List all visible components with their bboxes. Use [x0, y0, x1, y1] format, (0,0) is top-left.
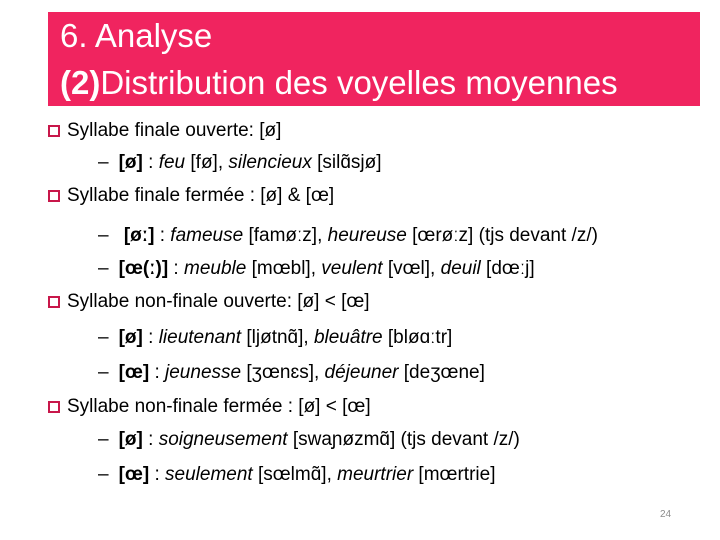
separator: :	[168, 258, 184, 279]
dash: –	[98, 152, 109, 173]
bullet-label: Syllabe finale fermée : [ø] & [œ]	[67, 185, 335, 206]
example-word: déjeuner	[324, 362, 399, 383]
square-bullet-icon	[48, 125, 60, 137]
bullet-label: Syllabe finale ouverte: [ø]	[67, 120, 282, 141]
separator: :	[142, 327, 159, 348]
dash: –	[98, 327, 109, 348]
sound: [ø]	[118, 152, 143, 173]
sound: [ø]	[118, 429, 143, 450]
transcription: [œrøːz] (tjs devant /z/)	[406, 225, 598, 246]
sound: [øː]	[118, 225, 155, 246]
dash: –	[98, 429, 109, 450]
transcription: [vœl],	[382, 258, 441, 279]
transcription: [bløɑːtr]	[382, 327, 453, 348]
separator: :	[149, 464, 166, 485]
example-word: seulement	[165, 464, 253, 485]
item-nonfinal-open-oe	[98, 361, 485, 385]
dash: –	[98, 258, 109, 279]
item-nonfinal-open-eu	[98, 326, 452, 350]
transcription: [fø],	[185, 152, 229, 173]
dash: –	[98, 464, 109, 485]
item-nonfinal-closed-oe	[98, 463, 495, 487]
separator: :	[154, 225, 171, 246]
item-final-open-eu	[98, 151, 382, 175]
transcription: [swaɲøzmɑ̃] (tjs devant /z/)	[287, 429, 520, 450]
example-word: jeunesse	[165, 362, 242, 383]
slide-title-line-1: 6. Analyse	[60, 17, 213, 54]
item-final-closed-long-eu	[98, 224, 598, 248]
item-final-closed-oe	[98, 257, 535, 281]
separator: :	[142, 152, 159, 173]
square-bullet-icon	[48, 401, 60, 413]
example-word: veulent	[321, 258, 383, 279]
example-word: fameuse	[170, 225, 244, 246]
sound: [œ]	[118, 464, 150, 485]
dash: –	[98, 225, 109, 246]
separator: :	[149, 362, 166, 383]
transcription: [mœbl],	[246, 258, 322, 279]
transcription: [dœːj]	[480, 258, 535, 279]
example-word: bleuâtre	[313, 327, 383, 348]
transcription: [deʒœne]	[398, 362, 485, 383]
title-number: (2)	[60, 64, 101, 101]
bullet-final-open	[48, 119, 281, 143]
page-number: 24	[660, 509, 672, 520]
example-word: feu	[158, 152, 186, 173]
sound: [œ]	[118, 362, 150, 383]
transcription: [ʒœnɛs],	[241, 362, 325, 383]
bullet-label: Syllabe non-finale ouverte: [ø] < [œ]	[67, 291, 370, 312]
example-word: meurtrier	[337, 464, 414, 485]
transcription: [ljøtnɑ̃],	[241, 327, 314, 348]
square-bullet-icon	[48, 190, 60, 202]
bullet-final-closed	[48, 184, 334, 208]
item-nonfinal-closed-eu	[98, 428, 520, 452]
sound: [ø]	[118, 327, 143, 348]
transcription: [mœrtrie]	[413, 464, 496, 485]
bullet-nonfinal-open	[48, 290, 370, 314]
slide-title-line-2	[60, 64, 618, 102]
transcription: [famøːz],	[243, 225, 328, 246]
example-word: soigneusement	[158, 429, 288, 450]
square-bullet-icon	[48, 296, 60, 308]
transcription: [sœlmɑ̃],	[252, 464, 338, 485]
bullet-nonfinal-closed	[48, 395, 371, 419]
bullet-label: Syllabe non-finale fermée : [ø] < [œ]	[67, 396, 371, 417]
transcription: [silɑ̃sjø]	[311, 152, 382, 173]
example-word: silencieux	[228, 152, 312, 173]
separator: :	[142, 429, 159, 450]
example-word: lieutenant	[158, 327, 242, 348]
title-text: Distribution des voyelles moyennes	[100, 64, 618, 101]
sound: [œ(ː)]	[118, 258, 169, 279]
example-word: meuble	[184, 258, 247, 279]
example-word: deuil	[440, 258, 481, 279]
example-word: heureuse	[327, 225, 407, 246]
dash: –	[98, 362, 109, 383]
